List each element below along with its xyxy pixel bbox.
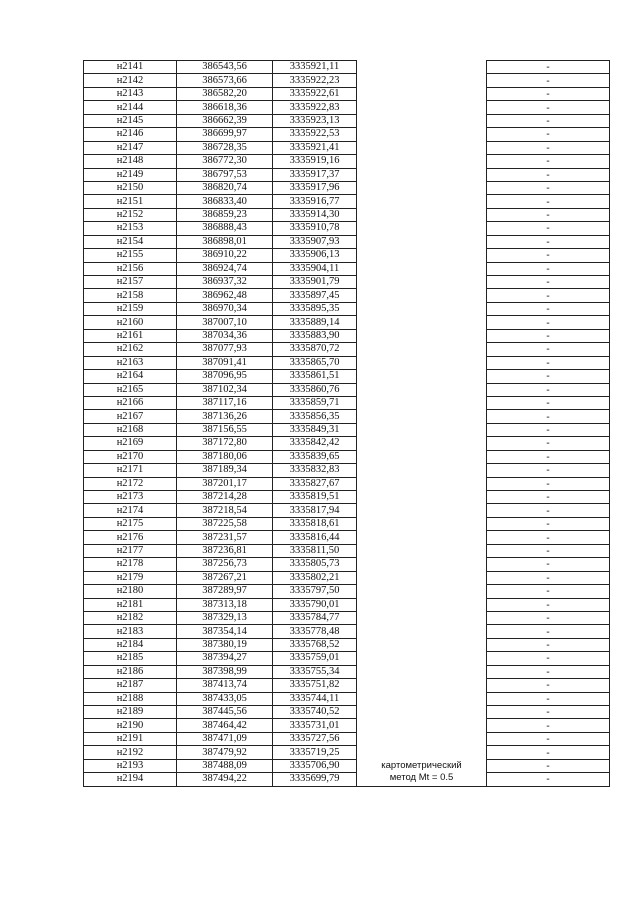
mark-cell: - bbox=[487, 665, 610, 678]
x-coordinate-cell: 387225,58 bbox=[177, 517, 273, 530]
x-coordinate-cell: 386797,53 bbox=[177, 168, 273, 181]
coordinates-table-body bbox=[84, 61, 610, 787]
x-coordinate-cell: 387136,26 bbox=[177, 410, 273, 423]
coordinates-table bbox=[83, 60, 610, 787]
table-row bbox=[84, 759, 610, 772]
x-coordinate-cell: 386924,74 bbox=[177, 262, 273, 275]
table-row bbox=[84, 517, 610, 530]
table-row bbox=[84, 128, 610, 141]
table-row bbox=[84, 208, 610, 221]
point-id-cell: н2194 bbox=[84, 773, 177, 786]
y-coordinate-cell: 3335921,41 bbox=[273, 141, 357, 154]
x-coordinate-cell: 387096,95 bbox=[177, 370, 273, 383]
mark-cell: - bbox=[487, 732, 610, 745]
method-cell bbox=[357, 61, 487, 787]
table-row bbox=[84, 491, 610, 504]
table-row bbox=[84, 74, 610, 87]
x-coordinate-cell: 386888,43 bbox=[177, 222, 273, 235]
y-coordinate-cell: 3335811,50 bbox=[273, 544, 357, 557]
x-coordinate-cell: 387289,97 bbox=[177, 585, 273, 598]
x-coordinate-cell: 387488,09 bbox=[177, 759, 273, 772]
point-id-cell: н2184 bbox=[84, 638, 177, 651]
mark-cell: - bbox=[487, 101, 610, 114]
y-coordinate-cell: 3335860,76 bbox=[273, 383, 357, 396]
mark-cell: - bbox=[487, 611, 610, 624]
x-coordinate-cell: 387236,81 bbox=[177, 544, 273, 557]
x-coordinate-cell: 386962,48 bbox=[177, 289, 273, 302]
y-coordinate-cell: 3335906,13 bbox=[273, 249, 357, 262]
x-coordinate-cell: 387445,56 bbox=[177, 706, 273, 719]
point-id-cell: н2166 bbox=[84, 396, 177, 409]
table-row bbox=[84, 477, 610, 490]
point-id-cell: н2160 bbox=[84, 316, 177, 329]
table-row bbox=[84, 101, 610, 114]
mark-cell: - bbox=[487, 383, 610, 396]
y-coordinate-cell: 3335751,82 bbox=[273, 679, 357, 692]
mark-cell: - bbox=[487, 571, 610, 584]
point-id-cell: н2168 bbox=[84, 423, 177, 436]
x-coordinate-cell: 386543,56 bbox=[177, 61, 273, 74]
table-row bbox=[84, 383, 610, 396]
table-row bbox=[84, 87, 610, 100]
y-coordinate-cell: 3335916,77 bbox=[273, 195, 357, 208]
table-row bbox=[84, 652, 610, 665]
table-row bbox=[84, 558, 610, 571]
table-row bbox=[84, 329, 610, 342]
x-coordinate-cell: 387494,22 bbox=[177, 773, 273, 786]
x-coordinate-cell: 387464,42 bbox=[177, 719, 273, 732]
table-row bbox=[84, 746, 610, 759]
point-id-cell: н2170 bbox=[84, 450, 177, 463]
point-id-cell: н2167 bbox=[84, 410, 177, 423]
y-coordinate-cell: 3335819,51 bbox=[273, 491, 357, 504]
x-coordinate-cell: 386898,01 bbox=[177, 235, 273, 248]
point-id-cell: н2158 bbox=[84, 289, 177, 302]
y-coordinate-cell: 3335910,78 bbox=[273, 222, 357, 235]
y-coordinate-cell: 3335849,31 bbox=[273, 423, 357, 436]
point-id-cell: н2154 bbox=[84, 235, 177, 248]
table-row bbox=[84, 544, 610, 557]
mark-cell: - bbox=[487, 531, 610, 544]
point-id-cell: н2173 bbox=[84, 491, 177, 504]
y-coordinate-cell: 3335755,34 bbox=[273, 665, 357, 678]
y-coordinate-cell: 3335901,79 bbox=[273, 276, 357, 289]
table-row bbox=[84, 114, 610, 127]
y-coordinate-cell: 3335727,56 bbox=[273, 732, 357, 745]
mark-cell: - bbox=[487, 356, 610, 369]
mark-cell: - bbox=[487, 222, 610, 235]
y-coordinate-cell: 3335731,01 bbox=[273, 719, 357, 732]
y-coordinate-cell: 3335784,77 bbox=[273, 611, 357, 624]
x-coordinate-cell: 387180,06 bbox=[177, 450, 273, 463]
y-coordinate-cell: 3335922,83 bbox=[273, 101, 357, 114]
y-coordinate-cell: 3335870,72 bbox=[273, 343, 357, 356]
table-row bbox=[84, 343, 610, 356]
mark-cell: - bbox=[487, 773, 610, 786]
table-row bbox=[84, 531, 610, 544]
y-coordinate-cell: 3335907,93 bbox=[273, 235, 357, 248]
mark-cell: - bbox=[487, 181, 610, 194]
table-row bbox=[84, 61, 610, 74]
point-id-cell: н2176 bbox=[84, 531, 177, 544]
mark-cell: - bbox=[487, 155, 610, 168]
x-coordinate-cell: 386573,66 bbox=[177, 74, 273, 87]
y-coordinate-cell: 3335921,11 bbox=[273, 61, 357, 74]
point-id-cell: н2153 bbox=[84, 222, 177, 235]
x-coordinate-cell: 387117,16 bbox=[177, 396, 273, 409]
x-coordinate-cell: 387007,10 bbox=[177, 316, 273, 329]
point-id-cell: н2179 bbox=[84, 571, 177, 584]
mark-cell: - bbox=[487, 114, 610, 127]
mark-cell: - bbox=[487, 746, 610, 759]
y-coordinate-cell: 3335719,25 bbox=[273, 746, 357, 759]
mark-cell: - bbox=[487, 598, 610, 611]
x-coordinate-cell: 387479,92 bbox=[177, 746, 273, 759]
x-coordinate-cell: 387102,34 bbox=[177, 383, 273, 396]
y-coordinate-cell: 3335856,35 bbox=[273, 410, 357, 423]
mark-cell: - bbox=[487, 316, 610, 329]
y-coordinate-cell: 3335917,37 bbox=[273, 168, 357, 181]
mark-cell: - bbox=[487, 396, 610, 409]
y-coordinate-cell: 3335706,90 bbox=[273, 759, 357, 772]
mark-cell: - bbox=[487, 625, 610, 638]
mark-cell: - bbox=[487, 128, 610, 141]
mark-cell: - bbox=[487, 491, 610, 504]
table-row bbox=[84, 437, 610, 450]
x-coordinate-cell: 387354,14 bbox=[177, 625, 273, 638]
x-coordinate-cell: 386618,36 bbox=[177, 101, 273, 114]
point-id-cell: н2146 bbox=[84, 128, 177, 141]
mark-cell: - bbox=[487, 208, 610, 221]
table-row bbox=[84, 316, 610, 329]
x-coordinate-cell: 387413,74 bbox=[177, 679, 273, 692]
y-coordinate-cell: 3335883,90 bbox=[273, 329, 357, 342]
point-id-cell: н2163 bbox=[84, 356, 177, 369]
point-id-cell: н2151 bbox=[84, 195, 177, 208]
y-coordinate-cell: 3335842,42 bbox=[273, 437, 357, 450]
x-coordinate-cell: 387380,19 bbox=[177, 638, 273, 651]
x-coordinate-cell: 387091,41 bbox=[177, 356, 273, 369]
point-id-cell: н2171 bbox=[84, 464, 177, 477]
x-coordinate-cell: 387218,54 bbox=[177, 504, 273, 517]
mark-cell: - bbox=[487, 504, 610, 517]
point-id-cell: н2175 bbox=[84, 517, 177, 530]
table-row bbox=[84, 235, 610, 248]
x-coordinate-cell: 387256,73 bbox=[177, 558, 273, 571]
y-coordinate-cell: 3335818,61 bbox=[273, 517, 357, 530]
point-id-cell: н2186 bbox=[84, 665, 177, 678]
point-id-cell: н2157 bbox=[84, 276, 177, 289]
mark-cell: - bbox=[487, 302, 610, 315]
y-coordinate-cell: 3335802,21 bbox=[273, 571, 357, 584]
table-row bbox=[84, 249, 610, 262]
point-id-cell: н2177 bbox=[84, 544, 177, 557]
point-id-cell: н2156 bbox=[84, 262, 177, 275]
x-coordinate-cell: 387231,57 bbox=[177, 531, 273, 544]
point-id-cell: н2159 bbox=[84, 302, 177, 315]
mark-cell: - bbox=[487, 262, 610, 275]
table-row bbox=[84, 168, 610, 181]
table-row bbox=[84, 571, 610, 584]
method-name: картометрический bbox=[381, 759, 462, 771]
x-coordinate-cell: 387034,36 bbox=[177, 329, 273, 342]
y-coordinate-cell: 3335797,50 bbox=[273, 585, 357, 598]
mark-cell: - bbox=[487, 168, 610, 181]
mark-cell: - bbox=[487, 679, 610, 692]
point-id-cell: н2185 bbox=[84, 652, 177, 665]
mark-cell: - bbox=[487, 343, 610, 356]
point-id-cell: н2148 bbox=[84, 155, 177, 168]
mark-cell: - bbox=[487, 370, 610, 383]
mark-cell: - bbox=[487, 276, 610, 289]
x-coordinate-cell: 386582,20 bbox=[177, 87, 273, 100]
mark-cell: - bbox=[487, 235, 610, 248]
table-row bbox=[84, 141, 610, 154]
point-id-cell: н2162 bbox=[84, 343, 177, 356]
mark-cell: - bbox=[487, 544, 610, 557]
table-row bbox=[84, 611, 610, 624]
mark-cell: - bbox=[487, 652, 610, 665]
table-row bbox=[84, 181, 610, 194]
mark-cell: - bbox=[487, 464, 610, 477]
table-row bbox=[84, 302, 610, 315]
point-id-cell: н2190 bbox=[84, 719, 177, 732]
y-coordinate-cell: 3335816,44 bbox=[273, 531, 357, 544]
y-coordinate-cell: 3335895,35 bbox=[273, 302, 357, 315]
mark-cell: - bbox=[487, 61, 610, 74]
mark-cell: - bbox=[487, 706, 610, 719]
x-coordinate-cell: 386937,32 bbox=[177, 276, 273, 289]
mark-cell: - bbox=[487, 692, 610, 705]
mark-cell: - bbox=[487, 585, 610, 598]
y-coordinate-cell: 3335923,13 bbox=[273, 114, 357, 127]
table-row bbox=[84, 598, 610, 611]
y-coordinate-cell: 3335790,01 bbox=[273, 598, 357, 611]
point-id-cell: н2152 bbox=[84, 208, 177, 221]
y-coordinate-cell: 3335859,71 bbox=[273, 396, 357, 409]
table-row bbox=[84, 262, 610, 275]
table-row bbox=[84, 195, 610, 208]
point-id-cell: н2145 bbox=[84, 114, 177, 127]
table-row bbox=[84, 450, 610, 463]
point-id-cell: н2191 bbox=[84, 732, 177, 745]
x-coordinate-cell: 386910,22 bbox=[177, 249, 273, 262]
point-id-cell: н2193 bbox=[84, 759, 177, 772]
table-row bbox=[84, 773, 610, 786]
mark-cell: - bbox=[487, 74, 610, 87]
x-coordinate-cell: 386699,97 bbox=[177, 128, 273, 141]
point-id-cell: н2172 bbox=[84, 477, 177, 490]
mark-cell: - bbox=[487, 437, 610, 450]
table-row bbox=[84, 665, 610, 678]
point-id-cell: н2149 bbox=[84, 168, 177, 181]
x-coordinate-cell: 387329,13 bbox=[177, 611, 273, 624]
x-coordinate-cell: 387214,28 bbox=[177, 491, 273, 504]
x-coordinate-cell: 387189,34 bbox=[177, 464, 273, 477]
y-coordinate-cell: 3335914,30 bbox=[273, 208, 357, 221]
y-coordinate-cell: 3335817,94 bbox=[273, 504, 357, 517]
point-id-cell: н2164 bbox=[84, 370, 177, 383]
point-id-cell: н2181 bbox=[84, 598, 177, 611]
table-row bbox=[84, 276, 610, 289]
x-coordinate-cell: 386662,39 bbox=[177, 114, 273, 127]
y-coordinate-cell: 3335861,51 bbox=[273, 370, 357, 383]
table-row bbox=[84, 370, 610, 383]
x-coordinate-cell: 387172,80 bbox=[177, 437, 273, 450]
x-coordinate-cell: 387156,55 bbox=[177, 423, 273, 436]
y-coordinate-cell: 3335805,73 bbox=[273, 558, 357, 571]
point-id-cell: н2187 bbox=[84, 679, 177, 692]
point-id-cell: н2147 bbox=[84, 141, 177, 154]
y-coordinate-cell: 3335889,14 bbox=[273, 316, 357, 329]
y-coordinate-cell: 3335922,53 bbox=[273, 128, 357, 141]
mark-cell: - bbox=[487, 517, 610, 530]
table-row bbox=[84, 706, 610, 719]
x-coordinate-cell: 386970,34 bbox=[177, 302, 273, 315]
point-id-cell: н2183 bbox=[84, 625, 177, 638]
table-row bbox=[84, 504, 610, 517]
point-id-cell: н2192 bbox=[84, 746, 177, 759]
mark-cell: - bbox=[487, 719, 610, 732]
point-id-cell: н2188 bbox=[84, 692, 177, 705]
y-coordinate-cell: 3335778,48 bbox=[273, 625, 357, 638]
x-coordinate-cell: 387398,99 bbox=[177, 665, 273, 678]
x-coordinate-cell: 387267,21 bbox=[177, 571, 273, 584]
y-coordinate-cell: 3335740,52 bbox=[273, 706, 357, 719]
point-id-cell: н2161 bbox=[84, 329, 177, 342]
x-coordinate-cell: 386820,74 bbox=[177, 181, 273, 194]
mark-cell: - bbox=[487, 450, 610, 463]
x-coordinate-cell: 386728,35 bbox=[177, 141, 273, 154]
y-coordinate-cell: 3335922,61 bbox=[273, 87, 357, 100]
table-row bbox=[84, 155, 610, 168]
x-coordinate-cell: 386833,40 bbox=[177, 195, 273, 208]
x-coordinate-cell: 386772,30 bbox=[177, 155, 273, 168]
x-coordinate-cell: 387077,93 bbox=[177, 343, 273, 356]
x-coordinate-cell: 387201,17 bbox=[177, 477, 273, 490]
table-row bbox=[84, 410, 610, 423]
table-row bbox=[84, 289, 610, 302]
point-id-cell: н2178 bbox=[84, 558, 177, 571]
table-row bbox=[84, 222, 610, 235]
mark-cell: - bbox=[487, 423, 610, 436]
mark-cell: - bbox=[487, 195, 610, 208]
mark-cell: - bbox=[487, 759, 610, 772]
point-id-cell: н2180 bbox=[84, 585, 177, 598]
x-coordinate-cell: 386859,23 bbox=[177, 208, 273, 221]
table-row bbox=[84, 719, 610, 732]
mark-cell: - bbox=[487, 141, 610, 154]
point-id-cell: н2142 bbox=[84, 74, 177, 87]
point-id-cell: н2150 bbox=[84, 181, 177, 194]
method-accuracy: метод Mt = 0.5 bbox=[389, 771, 454, 783]
mark-cell: - bbox=[487, 329, 610, 342]
mark-cell: - bbox=[487, 558, 610, 571]
point-id-cell: н2143 bbox=[84, 87, 177, 100]
y-coordinate-cell: 3335699,79 bbox=[273, 773, 357, 786]
point-id-cell: н2155 bbox=[84, 249, 177, 262]
y-coordinate-cell: 3335827,67 bbox=[273, 477, 357, 490]
point-id-cell: н2182 bbox=[84, 611, 177, 624]
y-coordinate-cell: 3335768,52 bbox=[273, 638, 357, 651]
point-id-cell: н2144 bbox=[84, 101, 177, 114]
mark-cell: - bbox=[487, 477, 610, 490]
point-id-cell: н2141 bbox=[84, 61, 177, 74]
y-coordinate-cell: 3335865,70 bbox=[273, 356, 357, 369]
y-coordinate-cell: 3335922,23 bbox=[273, 74, 357, 87]
table-row bbox=[84, 464, 610, 477]
table-row bbox=[84, 679, 610, 692]
y-coordinate-cell: 3335839,65 bbox=[273, 450, 357, 463]
mark-cell: - bbox=[487, 289, 610, 302]
table-row bbox=[84, 692, 610, 705]
table-row bbox=[84, 625, 610, 638]
x-coordinate-cell: 387313,18 bbox=[177, 598, 273, 611]
table-row bbox=[84, 396, 610, 409]
y-coordinate-cell: 3335919,16 bbox=[273, 155, 357, 168]
point-id-cell: н2174 bbox=[84, 504, 177, 517]
mark-cell: - bbox=[487, 638, 610, 651]
y-coordinate-cell: 3335832,83 bbox=[273, 464, 357, 477]
y-coordinate-cell: 3335759,01 bbox=[273, 652, 357, 665]
mark-cell: - bbox=[487, 410, 610, 423]
point-id-cell: н2169 bbox=[84, 437, 177, 450]
table-row bbox=[84, 732, 610, 745]
table-row bbox=[84, 356, 610, 369]
point-id-cell: н2189 bbox=[84, 706, 177, 719]
y-coordinate-cell: 3335917,96 bbox=[273, 181, 357, 194]
y-coordinate-cell: 3335744,11 bbox=[273, 692, 357, 705]
x-coordinate-cell: 387394,27 bbox=[177, 652, 273, 665]
table-row bbox=[84, 638, 610, 651]
x-coordinate-cell: 387471,09 bbox=[177, 732, 273, 745]
point-id-cell: н2165 bbox=[84, 383, 177, 396]
y-coordinate-cell: 3335904,11 bbox=[273, 262, 357, 275]
table-row bbox=[84, 585, 610, 598]
table-row bbox=[84, 423, 610, 436]
y-coordinate-cell: 3335897,45 bbox=[273, 289, 357, 302]
mark-cell: - bbox=[487, 87, 610, 100]
x-coordinate-cell: 387433,05 bbox=[177, 692, 273, 705]
mark-cell: - bbox=[487, 249, 610, 262]
